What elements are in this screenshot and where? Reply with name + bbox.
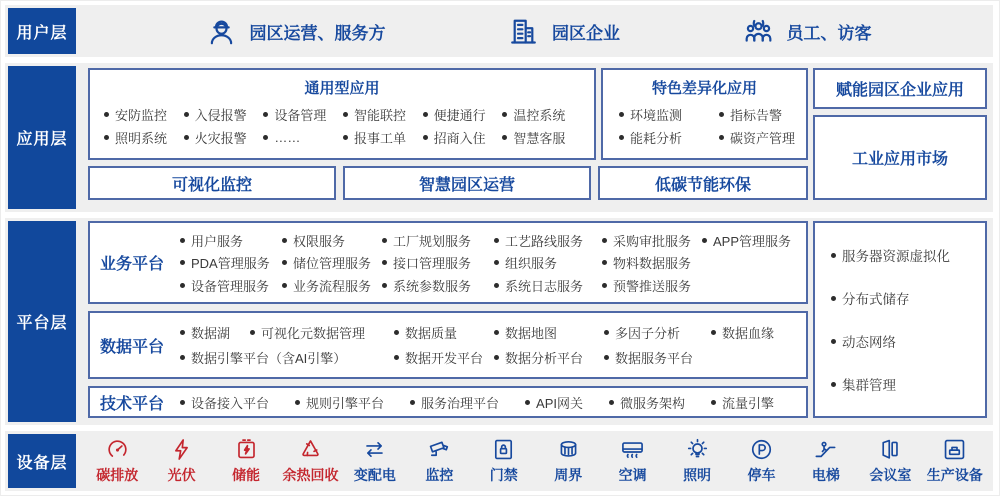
device-label: 储能	[232, 467, 261, 483]
user-groups	[83, 5, 993, 57]
bullet-item: 数据服务平台	[604, 348, 798, 367]
light-bulb-icon	[685, 437, 710, 462]
infrastructure-box	[813, 221, 987, 418]
bullet-item: 组织服务	[494, 253, 602, 272]
infrastructure-item: 动态网络	[831, 331, 985, 351]
transfer-arrows-icon	[362, 437, 387, 462]
bullet-item: 数据血缘	[711, 323, 798, 342]
bullet-item: 用户服务	[180, 231, 282, 250]
bullet-item: 流量引擎	[711, 393, 774, 412]
general-apps-row-1	[104, 105, 582, 124]
staff-visitors-icon	[742, 15, 775, 48]
bullet-item: 数据湖	[180, 323, 250, 342]
infrastructure-item: 分布式储存	[831, 288, 985, 308]
bullet-item: 工厂规划服务	[382, 231, 494, 250]
low-carbon-box: 低碳节能环保	[598, 166, 808, 200]
visual-monitoring-box: 可视化监控	[88, 166, 336, 200]
device-label: 电梯	[811, 467, 840, 483]
bullet-item: 照明系统	[104, 128, 184, 147]
bullet-item: 智慧客服	[502, 128, 582, 147]
bullet-item: 可视化元数据管理	[250, 323, 394, 342]
bullet-item: 入侵报警	[184, 105, 264, 124]
device-item	[149, 435, 213, 487]
gauge-icon	[105, 437, 130, 462]
bullet-item: 系统日志服务	[494, 276, 602, 295]
device-item	[343, 435, 407, 487]
bullet-item: 业务流程服务	[282, 276, 382, 295]
platform-layer-badge: 平台层	[8, 221, 76, 422]
door-lock-icon	[491, 437, 516, 462]
bullet-item: 安防监控	[104, 105, 184, 124]
device-label: 生产设备	[926, 467, 983, 483]
device-label: 变配电	[353, 467, 396, 483]
bullet-item: 数据分析平台	[494, 348, 604, 367]
production-machine-icon	[942, 437, 967, 462]
general-apps-title: 通用型应用	[304, 80, 380, 97]
special-apps-title: 特色差异化应用	[651, 80, 757, 97]
business-platform-box	[88, 221, 808, 304]
device-label: 照明	[683, 467, 712, 483]
bullet-item: 设备接入平台	[180, 393, 269, 412]
device-label: 会议室	[869, 467, 912, 483]
bullet-item: 规则引擎平台	[295, 393, 384, 412]
bullet-item: 数据质量	[394, 323, 494, 342]
bullet-item: 微服务架构	[609, 393, 685, 412]
device-item	[85, 435, 149, 487]
device-label: 门禁	[489, 467, 518, 483]
bullet-item: PDA管理服务	[180, 253, 282, 272]
battery-storage-icon	[234, 437, 259, 462]
device-item	[407, 435, 471, 487]
tech-platform-title: 技术平台	[100, 395, 165, 413]
bullet-item: 多因子分析	[604, 323, 711, 342]
bullet-item: 招商入住	[423, 128, 503, 147]
escalator-icon	[813, 437, 838, 462]
user-group-label: 员工、访客	[786, 23, 872, 43]
business-services-row-3	[180, 276, 798, 295]
bullet-item: 火灾报警	[184, 128, 264, 147]
smart-park-operation-box: 智慧园区运营	[343, 166, 591, 200]
bullet-item: 设备管理	[263, 105, 343, 124]
bullet-item: ……	[263, 128, 343, 147]
solar-lightning-icon	[169, 437, 194, 462]
company-building-icon	[507, 15, 540, 48]
device-layer-badge: 设备层	[8, 434, 76, 488]
device-item	[278, 435, 342, 487]
device-item	[214, 435, 278, 487]
special-apps-items	[603, 98, 806, 158]
application-layer-band	[5, 63, 993, 212]
device-item	[729, 435, 793, 487]
device-label: 空调	[618, 467, 647, 483]
user-group-label: 园区运营、服务方	[249, 23, 386, 43]
bullet-item: 报事工单	[343, 128, 423, 147]
parking-icon	[749, 437, 774, 462]
device-label: 余热回收	[282, 467, 339, 483]
bullet-item: 系统参数服务	[382, 276, 494, 295]
bullet-item: 权限服务	[282, 231, 382, 250]
tech-services-row	[180, 393, 798, 412]
device-label: 碳排放	[96, 467, 139, 483]
operator-icon	[205, 15, 238, 48]
device-label: 光伏	[167, 467, 196, 483]
bullet-item: 环境监测	[619, 105, 719, 124]
user-group-label: 园区企业	[552, 23, 620, 43]
bullet-item: 工艺路线服务	[494, 231, 602, 250]
bullet-item: 接口管理服务	[382, 253, 494, 272]
recycle-icon	[298, 437, 323, 462]
device-layer-band	[5, 431, 993, 491]
meeting-door-icon	[878, 437, 903, 462]
perimeter-fence-icon	[556, 437, 581, 462]
business-services-row-1	[180, 231, 798, 250]
user-group-park-company	[507, 15, 620, 48]
general-apps-row-2	[104, 128, 582, 147]
platform-layer-band	[5, 218, 993, 425]
enable-enterprise-apps-box: 赋能园区企业应用	[813, 68, 987, 109]
bullet-item: 能耗分析	[619, 128, 719, 147]
device-item	[472, 435, 536, 487]
infrastructure-item: 服务器资源虚拟化	[831, 245, 985, 265]
device-label: 周界	[554, 467, 583, 483]
bullet-item: 碳资产管理	[719, 128, 798, 147]
business-services-row-2	[180, 253, 798, 272]
air-conditioner-icon	[620, 437, 645, 462]
special-apps-box	[601, 68, 808, 160]
device-item	[794, 435, 858, 487]
bullet-item: API网关	[525, 393, 583, 412]
device-item	[600, 435, 664, 487]
device-label: 停车	[747, 467, 776, 483]
user-group-park-operator	[205, 15, 386, 48]
general-apps-box	[88, 68, 596, 160]
application-layer-badge: 应用层	[8, 66, 76, 209]
data-platform-box	[88, 311, 808, 379]
business-platform-title: 业务平台	[100, 256, 165, 273]
device-item	[858, 435, 922, 487]
device-items	[85, 435, 987, 487]
bullet-item: 储位管理服务	[282, 253, 382, 272]
tech-platform-box	[88, 386, 808, 418]
bullet-item: 物料数据服务	[602, 253, 702, 272]
user-group-staff-visitors	[742, 15, 872, 48]
bullet-item: 采购审批服务	[602, 231, 702, 250]
bullet-item: APP管理服务	[702, 231, 798, 250]
device-item	[665, 435, 729, 487]
device-item	[923, 435, 987, 487]
bullet-item: 指标告警	[719, 105, 798, 124]
bullet-item: 数据开发平台	[394, 348, 494, 367]
bullet-item: 设备管理服务	[180, 276, 282, 295]
bullet-item: 服务治理平台	[410, 393, 499, 412]
infrastructure-item: 集群管理	[831, 374, 985, 394]
user-layer-band	[5, 5, 993, 57]
bullet-item: 智能联控	[343, 105, 423, 124]
bullet-item: 预警推送服务	[602, 276, 702, 295]
data-platform-title: 数据平台	[100, 338, 165, 356]
bullet-item: 数据引擎平台（含AI引擎）	[180, 348, 394, 367]
device-label: 监控	[425, 467, 454, 483]
cctv-camera-icon	[427, 437, 452, 462]
bullet-item: 便捷通行	[423, 105, 503, 124]
device-item	[536, 435, 600, 487]
user-layer-badge: 用户层	[8, 8, 76, 54]
data-services-row-1	[180, 323, 798, 342]
data-services-row-2	[180, 348, 798, 367]
industrial-app-market-box: 工业应用市场	[813, 115, 987, 200]
bullet-item: 温控系统	[502, 105, 582, 124]
bullet-item: 数据地图	[494, 323, 604, 342]
